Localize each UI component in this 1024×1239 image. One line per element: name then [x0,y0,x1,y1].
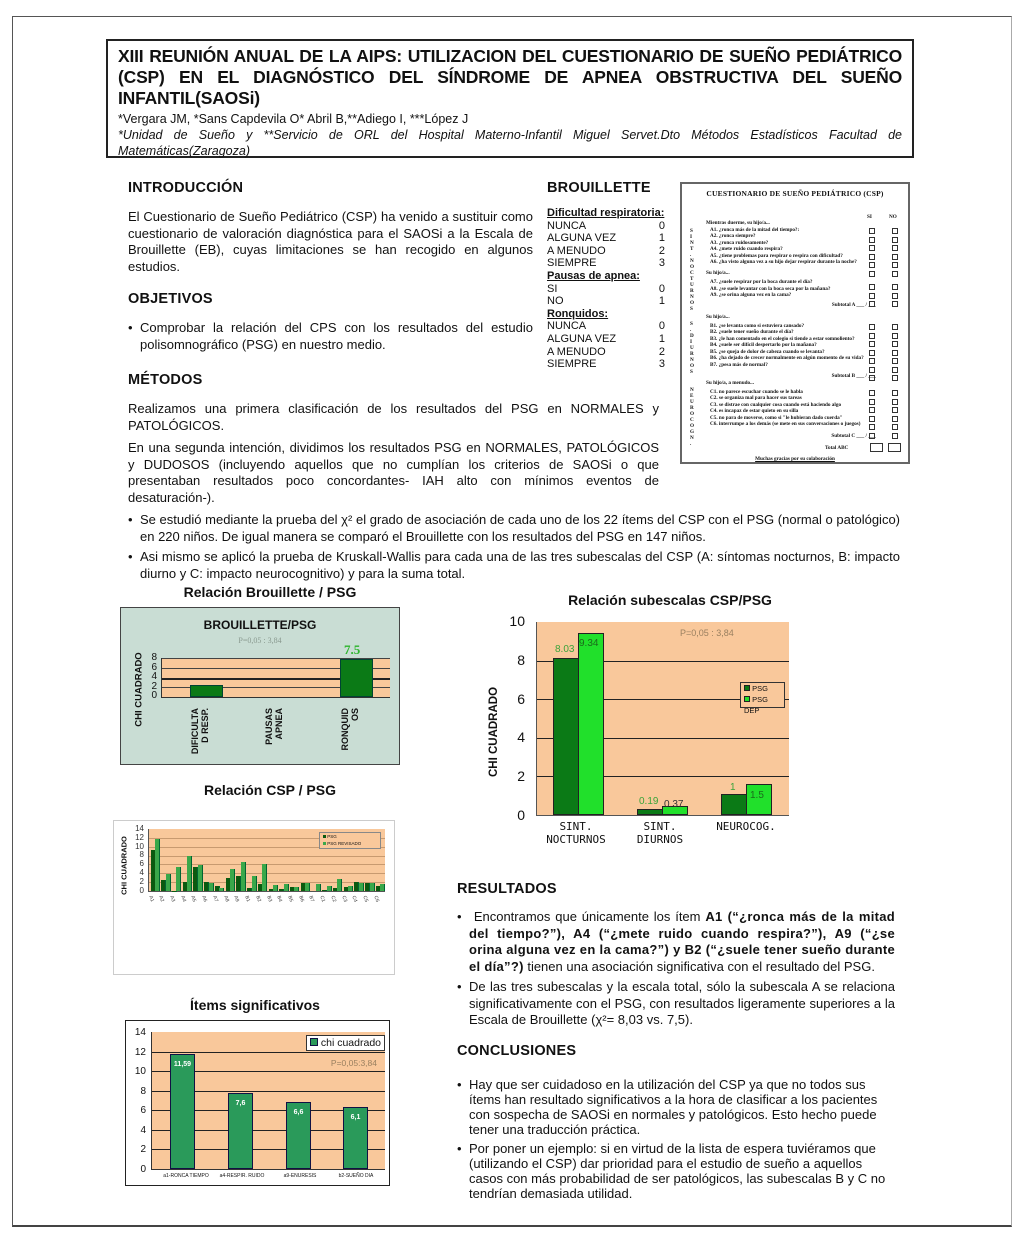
item: C6. interrumpe a los demás (se mete en sus conversaciones o juegos) [710,421,861,427]
item: B7. ¿pesa más de normal? [710,361,768,368]
y-tick: 0 [140,1163,146,1175]
bar-psg-revisado-b1 [252,876,257,891]
y-axis-label [131,650,143,730]
section-a [706,220,906,308]
brouillette-table [547,207,672,371]
x-label: DIFICULTA D RESP. [190,708,210,755]
conclusiones-list [457,1077,895,1201]
bar-a9 [286,1102,311,1169]
score-row [547,295,665,308]
x-label: A6 [200,895,209,903]
resultados-list [457,909,895,1029]
score-value: 0 [658,282,665,295]
col-no: NO [889,214,897,220]
subtotal-b: Subtotal B ___ / ___ [831,373,876,379]
intro: Su hijo/a... [706,314,730,320]
x-label: B1 [243,895,252,903]
plot-area [161,642,390,698]
legend-item [744,694,784,716]
bar-psgdep-nocturnos [578,633,604,815]
checkbox-column-si [869,284,875,310]
x-label: a1-RONCA TIEMPO [163,1173,209,1179]
x-label: RONQUID OS [340,708,360,751]
csp-questionnaire-image [680,182,910,464]
score-value: 1 [658,295,665,308]
item: B1. ¿se levanta como si estuviera cansado? [710,322,805,329]
intro: Su hijo/a... [706,269,730,276]
data-label: 9.34 [579,638,599,649]
x-label-wrap [190,705,210,757]
score-value: 2 [658,244,665,257]
y-tick: 0 [151,690,157,702]
x-label: C2 [329,895,338,904]
item: C3. se distrae con cualquier cosa cuando está haciendo algo [710,401,842,408]
group-label: Ronquidos: [547,307,609,320]
legend [306,1035,385,1051]
checkbox-column-si [869,390,875,441]
conclusiones-item: • Por poner un ejemplo: si en virtud de la lista de espera tuviéramos que (utilizando el CSP) dar prioridad para el estudio de sueño a aquellos casos con más probabilidad de ser patológicos, las subescalas B y C no tendrían demasiada utilidad. [457,1141,895,1201]
x-label: B7 [307,895,316,903]
x-label-wrap [340,705,360,757]
bar-psg-revisado-c2 [337,879,342,891]
y-tick: 12 [135,832,144,842]
section-b [706,314,906,380]
x-label: a4-RESPIR. RUIDO [219,1173,265,1179]
bar-psg-revisado-c3 [348,886,353,891]
bar-psg-diurnos [637,809,663,815]
resultados-section [457,881,895,1033]
y-tick: 4 [140,1124,146,1136]
item: A7. ¿suele respirar por la boca durante el día? [710,279,813,285]
x-label: NEUROCOG. [716,820,776,833]
side-label-c: NEUROCOGN. [690,387,695,447]
x-label: B4 [275,895,284,903]
intro: Su hijo/a, a menudo... [706,380,754,386]
score-value: 0 [658,219,665,232]
chart-title: BROUILLETTE/PSG [203,618,317,632]
score-label: ALGUNA VEZ [547,232,617,245]
metodos-section [128,372,659,506]
checkbox-column-no [892,284,898,310]
data-label: 7,6 [235,1099,246,1107]
item: C5. no para de moverse, como si "le hubieran dado cuerda" [710,414,843,421]
x-labels [148,893,384,971]
item: B3. ¿le han comentado en el colegio si tiende a estar somnoliento? [710,335,855,342]
item: B5. ¿se queja de dolor de cabeza cuando se levanta? [710,348,825,355]
x-label: C3 [339,895,348,904]
score-label: A MENUDO [547,345,606,358]
data-label: 1 [730,782,736,793]
y-tick: 0 [139,885,144,895]
y-tick: 8 [140,1085,146,1097]
score-row [547,333,665,346]
item: B2. ¿suele tener sueño durante el día? [710,329,794,335]
bar-psg-revisado-a7 [219,888,224,891]
y-tick: 4 [151,671,157,683]
y-axis-label [118,831,130,901]
item: A2. ¿ronca siempre? [710,233,756,239]
score-value: 1 [658,232,665,245]
poster-title: XIII REUNIÓN ANUAL DE LA AIPS: UTILIZACION DEL CUESTIONARIO DE SUEÑO PEDIÁTRICO (CSP) EN EL DIAGNÓSTICO DEL SÍNDROME DE APNEA OBSTRUCTIVA DEL SUEÑO INFANTIL(SAOSi) [118,46,902,108]
bar-b2 [343,1107,368,1169]
score-label: A MENUDO [547,244,606,257]
legend [740,682,785,715]
y-tick: 6 [139,859,144,869]
legend [319,832,381,849]
legend-item [323,833,380,840]
x-label: A3 [168,895,177,903]
y-tick: 10 [135,841,144,851]
item: C4. es incapaz de estar quieto en su silla [710,408,799,414]
x-label: A4 [179,895,187,903]
y-ticks [130,1023,146,1179]
group-label: Pausas de apnea: [547,269,640,282]
item: B6. ¿ha dejado de crecer normalmente en algún momento de su vida? [710,355,864,361]
bar-psg-nocturnos [553,658,579,815]
plot-area [151,1032,385,1170]
checkbox-column-no [892,324,898,384]
metodos-p2: En una segunda intención, dividimos los resultados PSG en NORMALES, PATOLÓGICOS y DUDOSOS (incluyendo aquellos que no cumplían los criterios de SAOSi o que presentaban resultados poco concordantes- IAH alto con mínimos eventos de desaturación-). [128,440,659,505]
metodos-item: • Se estudió mediante la prueba del χ² el grado de asociación de cada uno de los 22 ítems del CSP con el PSG (normal o patológico) en 220 niños. De igual manera se comparó el Brouillette con los resultados del PSG en 147 niños. [128,512,900,545]
y-tick: 8 [139,850,144,860]
metodos-p1: Realizamos una primera clasificación de los resultados del PSG en NORMALES y PATOLÓGICOS. [128,401,659,433]
bar-ronquidos [340,659,373,698]
x-label: a9-ENURESIS [283,1173,317,1179]
bar-psg-revisado-a6 [209,883,214,891]
y-tick: 8 [151,652,157,663]
bar-psg-revisado-a1 [155,839,160,891]
x-label: A2 [157,895,166,903]
data-label: 0.19 [639,796,659,807]
objetivos-section [128,291,533,357]
y-tick: 8 [517,651,525,668]
x-label: B6 [297,895,305,903]
score-label: SIEMPRE [547,358,597,371]
chart-csp-psg [113,820,395,975]
legend-label: PSG [752,684,768,693]
bar-a4 [228,1093,253,1169]
bar-psg-revisado-b6 [305,883,310,891]
y-ticks [134,825,144,895]
score-row [547,245,665,258]
total-abc: Total ABC [825,445,849,451]
item: A1. ¿ronca más de la mitad del tiempo?: [710,226,800,233]
checkbox-column-si [869,324,875,384]
chart-annotation: P=0,05 : 3,84 [680,628,734,638]
y-axis-label [487,672,501,792]
x-label: PAUSAS APNEA [264,708,284,745]
x-label: B3 [264,895,273,903]
x-label: B2 [254,895,262,903]
items [706,227,906,266]
chart-items-section-title: Ítems significativos [190,997,320,1013]
bar-psg-revisado-b7 [316,884,321,891]
y-tick: 14 [135,824,144,833]
x-label: SINT. DIURNOS [636,820,684,846]
bar-psg-revisado-a5 [198,865,203,891]
score-row [547,346,665,359]
text: tienen una asociación significativa con el resultado del PSG. [523,958,875,974]
data-label: 11,59 [173,1060,192,1068]
score-value: 2 [658,345,665,358]
y-tick: 12 [134,1046,146,1058]
score-label: NUNCA [547,219,587,232]
bar-psg-revisado-b3 [273,885,278,891]
bar-psg-revisado-b4 [284,884,289,891]
resultados-item: • De las tres subescalas y la escala total, sólo la subescala A se relaciona significativamente con el PSG, con resultados ligeramente superiores a la Escala de Brouillette (χ²= 8,03 vs. 7,5). [457,979,895,1029]
resultados-heading: RESULTADOS [457,881,557,897]
y-tick: 2 [139,876,144,886]
y-axis-title: CHI CUADRADO [488,686,500,778]
metodos-bullets [128,512,900,586]
x-label-wrap [264,705,284,757]
bar-psg-revisado-a8 [230,869,235,891]
x-label: A7 [211,895,219,903]
chart-csp-section-title: Relación CSP / PSG [203,782,336,798]
x-label: C1 [318,895,327,904]
plot-area [148,829,385,892]
score-label: NUNCA [547,320,587,333]
bar-psg-revisado-c1 [327,886,332,891]
conclusiones-item: • Hay que ser cuidadoso en la utilización del CSP ya que no todos sus ítems han resultado significativos a la hora de clasificar a los pacientes con sospecha de SAOSi en normales y patológicos. Esto hecho puede tener una traducción práctica. [457,1077,895,1137]
legend-item [744,683,784,694]
side-label-a: SINT. NOCTURNOS [690,228,695,312]
y-tick: 2 [517,768,525,785]
brouillette-section [547,180,672,371]
x-label: A9 [232,895,241,903]
legend-label: chi cuadrado [320,1037,381,1049]
total-box-no [888,443,901,452]
bar-psg-revisado-b2 [262,864,267,891]
score-label: ALGUNA VEZ [547,332,617,345]
y-tick: 10 [134,1066,146,1077]
x-labels [161,705,389,760]
checkbox-column-no [892,228,898,279]
chart-items-significativos [125,1020,390,1186]
bar-a1 [170,1054,195,1169]
item: C2. se organiza mal para hacer sus tareas [710,395,802,401]
score-row [547,358,665,371]
score-label: NO [547,295,564,308]
y-tick: 2 [151,680,157,692]
side-label-b: S. DIURNOS [690,321,695,375]
score-label: SI [547,282,558,295]
data-label: 0.37 [664,799,684,810]
x-label: A5 [189,895,198,903]
y-tick: 6 [517,690,525,707]
bar-psg-revisado-c4 [359,883,364,891]
chart-subescalas-csp-psg [483,612,803,852]
legend-label: PSG REVISADO [327,841,362,846]
col-si: SI [867,214,872,220]
intro: Mientras duerme, su hijo/a... [706,220,770,226]
brouillette-heading: BROUILLETTE [547,180,651,196]
score-label: SIEMPRE [547,257,597,270]
affiliation: *Unidad de Sueño y **Servicio de ORL del Hospital Materno-Infantil Miguel Servet.Dto Métodos Estadísticos Facultad de Matemáticas(Zaragoza) [118,128,902,158]
score-value: 3 [658,257,665,270]
item: A9. ¿se orina alguna vez en la cama? [710,292,792,298]
x-label: C6 [372,895,380,904]
items [706,389,906,428]
significant-items: A1 (“¿ronca más de la mitad del tiempo?”), A4 (“¿mete ruido cuando respira?”), A9 (“¿se orina alguna vez en la cama?”) y B2 (“¿suele tener sueño durante el día”?) [469,909,895,974]
item: A8. ¿se suele levantar con la boca seca por la mañana? [710,285,831,292]
x-label: SINT. NOCTURNOS [546,820,606,846]
bar-psg-revisado-a4 [187,856,192,891]
bar-psg-neurocog [721,794,747,815]
subtotal-a: Subtotal A ___ / ___ [831,301,876,308]
item: C1. no parece escuchar cuando se le habla [710,388,803,395]
score-value: 1 [658,332,665,345]
items [706,279,906,299]
x-label: C4 [350,895,359,904]
score-row [547,257,665,270]
total-box-si [870,443,883,452]
bar-psg-revisado-a9 [241,862,246,891]
score-row [547,220,665,233]
conclusiones-heading: CONCLUSIONES [457,1043,577,1059]
y-tick: 6 [151,661,157,673]
item: A4. ¿mete ruido cuando respira? [710,246,783,252]
score-row [547,283,665,296]
y-tick: 6 [140,1105,146,1116]
y-ticks [505,612,525,825]
y-tick: 4 [517,729,525,746]
data-label: 6,6 [293,1109,304,1117]
plot-area [536,622,789,816]
text: Encontramos que únicamente los ítem [469,909,706,924]
objetivos-item: • Comprobar la relación del CPS con los resultados del estudio polisomnográfico (PSG) en nuestro medio. [128,320,533,353]
resultados-item [457,909,895,975]
authors: *Vergara JM, *Sans Capdevila O* Abril B,**Adiego I, ***López J [118,112,469,126]
x-label: B5 [286,895,295,903]
metodos-list [128,512,900,582]
csp-form-title: CUESTIONARIO DE SUEÑO PEDIÁTRICO (CSP) [706,189,884,198]
data-label: 8.03 [555,644,575,655]
score-row [547,232,665,245]
intro-heading: INTRODUCCIÓN [128,180,244,196]
chart-annotation: P=0,05 : 3,84 [238,636,282,645]
legend-label: PSG [327,834,337,839]
legend-label: PSG DEP [744,695,768,715]
bar-psg-revisado-c6 [380,884,385,891]
y-tick: 2 [140,1144,146,1155]
y-tick: 14 [134,1027,146,1038]
conclusiones-section [457,1043,895,1205]
x-label: b2-SUEÑO DIA [338,1173,374,1179]
form-footer: Muchas gracias por su colaboración [755,456,835,462]
metodos-heading: MÉTODOS [128,372,203,388]
item: A6. ¿ha visto alguna vez a su hijo dejar respirar durante la noche? [710,259,857,265]
item: A3. ¿ronca ruidosamente? [710,239,769,246]
chart-annotation: P=0,05:3,84 [330,1058,377,1068]
data-label: 6,1 [350,1114,361,1122]
intro-section [128,180,533,275]
section-c [706,380,906,439]
chart-subescalas-section-title: Relación subescalas CSP/PSG [568,592,772,608]
group-label: Dificultad respiratoria: [547,207,665,219]
data-label: 7.5 [344,642,361,657]
bar-psg-revisado-b5 [294,887,299,891]
title-box [106,39,914,158]
x-label: C5 [361,895,370,904]
chart-brouillette-section-title: Relación Brouillette / PSG [183,584,357,600]
objetivos-heading: OBJETIVOS [128,291,213,307]
metodos-item: • Asi mismo se aplicó la prueba de Kruskall-Wallis para cada una de las tres subescalas del CSP (A: síntomas nocturnos, B: impacto diurno y C: impacto neurocognitivo) y para la suma total. [128,549,900,582]
legend-item [323,840,380,847]
bar-dificultad [190,685,223,697]
score-value: 0 [658,320,665,333]
items [706,323,906,369]
objetivos-list [128,320,533,353]
x-label: A8 [221,895,230,903]
item: B4. ¿suele ser difícil despertarlo por la mañana? [710,342,817,348]
bar-psg-revisado-c5 [370,883,375,891]
score-value: 3 [658,358,665,371]
intro-text: El Cuestionario de Sueño Pediátrico (CSP) ha venido a sustituir como cuestionario de valoración diagnóstica para el SAOSi a la Escala de Brouillette (EB), cuyas limitaciones se han recogido en algunos estudios. [128,209,533,274]
bar-psg-revisado-a3 [176,867,181,891]
y-tick: 0 [517,806,525,823]
chart-brouillette-psg [120,607,400,765]
y-ticks [149,653,157,701]
y-tick: 10 [509,613,525,629]
data-label: 1.5 [750,790,764,801]
y-tick: 4 [139,867,144,877]
score-row [547,320,665,333]
checkbox-column-no [892,390,898,441]
checkbox-column-si [869,228,875,279]
x-label: A1 [146,895,155,903]
y-axis-title: CHI CUADRADO [119,836,129,895]
subtotal-c: Subtotal C ___ / ___ [831,432,876,439]
item: A5. ¿tiene problemas para respirar o respira con dificultad? [710,252,843,259]
y-axis-title: CHI CUADRADO [133,652,145,727]
bar-psg-revisado-a2 [166,874,171,891]
